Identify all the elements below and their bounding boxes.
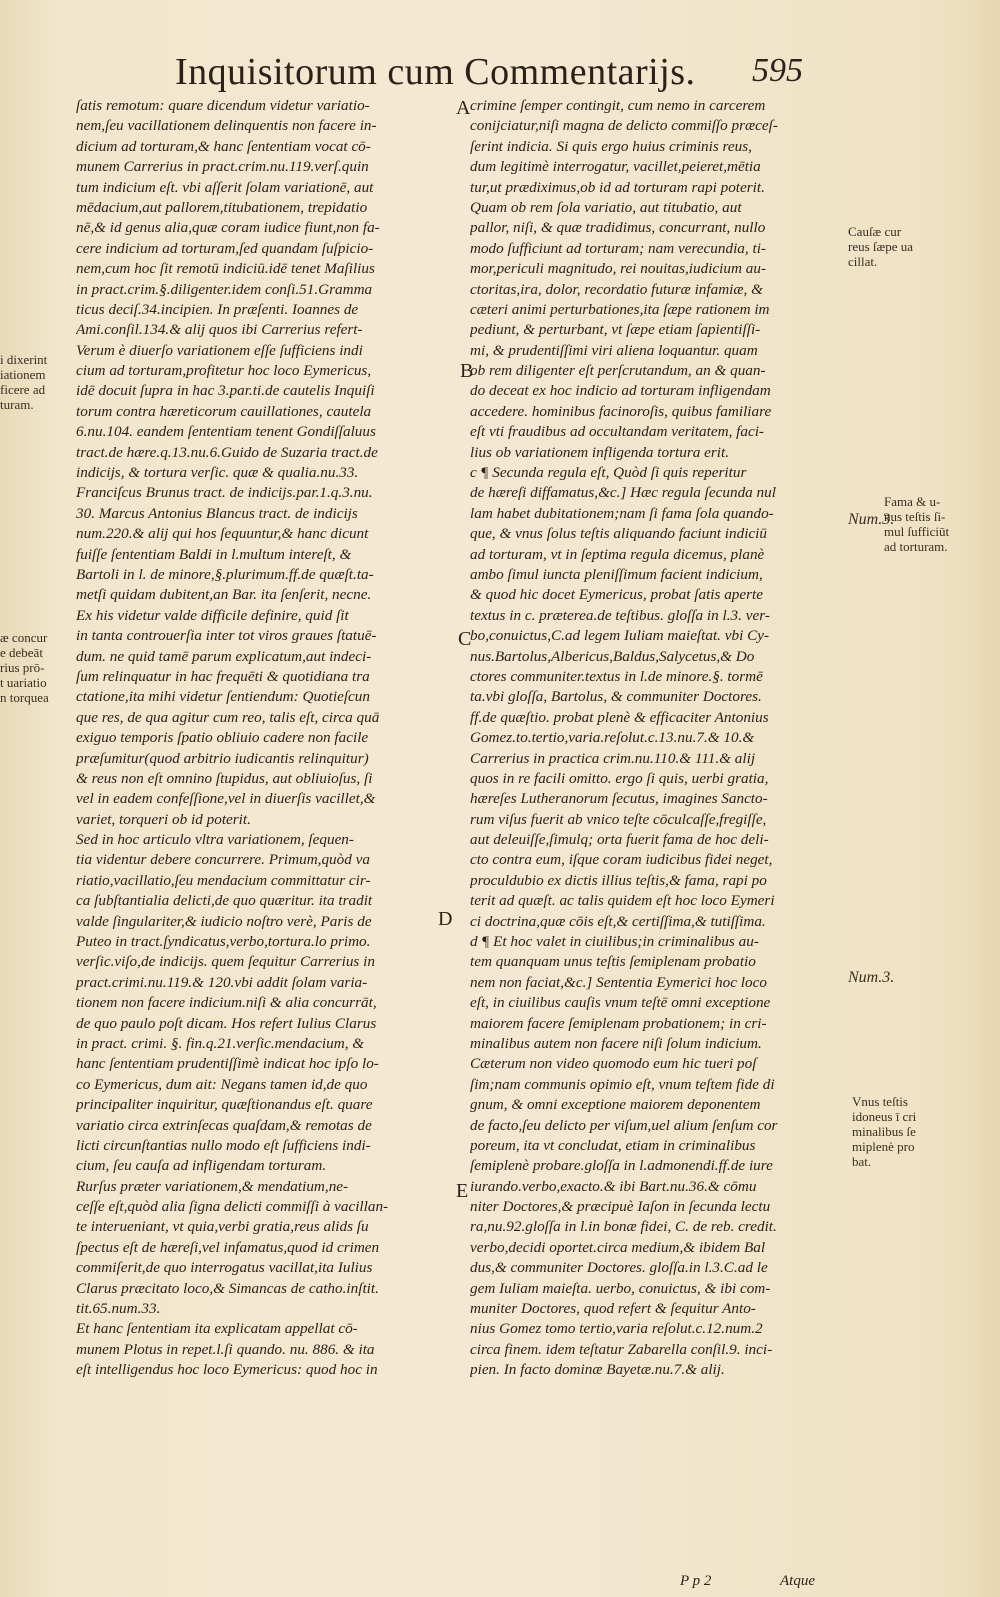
left-column-line: & reus non eſt omnino ſtupidus, aut obliuioſus, ſi: [76, 769, 373, 787]
right-column-line: ad torturam, vt in ſeptima regula dicemus, planè: [470, 545, 765, 563]
left-column-line: Sed in hoc articulo vltra variationem, ſequen-: [76, 831, 354, 849]
section-letter-a: A: [456, 97, 471, 119]
left-column-line: tionem non facere indicium.niſi & alia concurrāt,: [76, 994, 377, 1012]
left-column-line: dum. ne quid tamē parum explicatum,aut indeci-: [76, 647, 372, 665]
left-column-line: nem,ſeu vacillationem delinquentis non facere in-: [76, 117, 377, 135]
right-column-line: nem non faciat,&c.] Sententia Eymerici hoc loco: [470, 973, 767, 991]
right-column-line: ſerint indicia. Si quis ergo huius criminis reus,: [470, 137, 752, 155]
right-column-line: cæteri animi perturbationes,ita ſæpe rationem im: [470, 300, 770, 318]
right-column-line: c ¶ Secunda regula eſt, Quòd ſi quis reperitur: [470, 464, 747, 482]
right-margin-num-2: Num.3.: [848, 969, 895, 986]
right-column-line: ambo ſimul iuncta pleniſſimum facient indicium,: [470, 565, 763, 583]
left-column-line: Puteo in tract.ſyndicatus,verbo,tortura.lo primo.: [76, 933, 371, 951]
left-column-line: riatio,vacillatio,ſeu mendacium committatur cir-: [76, 871, 371, 889]
left-column-line: Clarus præcitato loco,& Simancas de catho.inſtit.: [76, 1279, 379, 1297]
left-column-line: licti circunſtantias nullo modo eſt ſufficiens indi-: [76, 1136, 371, 1154]
left-column-line: ticus deciſ.34.incipien. In præſenti. Ioannes de: [76, 300, 359, 318]
left-column-line: cere indicium ad torturam,ſed quandam ſuſpicio-: [76, 239, 374, 257]
right-column-line: ſemiplenè probare.gloſſa in l.admonendi.ff.de iure: [470, 1157, 773, 1175]
right-column-line: verbo,decidi oportet.circa medium,& ibidem Bal: [470, 1238, 766, 1256]
right-column-line: minalibus autem non facere niſi ſolum indicium.: [470, 1034, 762, 1052]
right-column-line: ra,nu.92.gloſſa in l.in bonæ fidei, C. de reb. credit.: [470, 1218, 777, 1236]
right-column-line: aut deleuiſſe,ſimulq; orta fuerit fama de hoc deli-: [470, 831, 769, 849]
right-column-line: ff.de quæſtio. probat plenè & efficaciter Antonius: [470, 708, 769, 726]
right-column-line: tem quanquam unus teſtis ſemiplenam probatio: [470, 953, 756, 971]
right-column-line: eſt, in ciuilibus cauſis vnum teſtē omni exceptione: [470, 994, 771, 1012]
left-column-line: torum contra hæreticorum cauillationes, cautela: [76, 402, 372, 420]
left-column-line: tract.de hære.q.13.nu.6.Guido de Suzaria tract.de: [76, 443, 378, 461]
left-column-line: Ex his videtur valde difficile definire, quid ſit: [76, 606, 349, 624]
right-column-line: dum legitimè interrogatur, vacillet,peieret,mētia: [470, 158, 761, 176]
right-column-line: rum viſus fuerit ab vnico teſte cōculcaſſe,fregiſſe,: [470, 810, 767, 828]
right-column-line: maiorem facere ſemiplenam probationem; in cri-: [470, 1014, 767, 1032]
left-column-line: nē,& id genus alia,quæ coram iudice fiunt,non fa-: [76, 219, 380, 237]
left-column-line: principaliter inquiritur, quæſtionandus eſt. quare: [76, 1096, 373, 1114]
left-column-line: variet, torqueri ob id poterit.: [76, 810, 251, 828]
right-column-line: pallor, niſi, & quæ tradidimus, concurrant, nullo: [470, 219, 766, 237]
right-column-line: ta.vbi gloſſa, Bartolus, & communiter Doctores.: [470, 688, 762, 706]
left-column-line: valde ſingulariter,& iudicio noſtro verè, Paris de: [76, 912, 372, 930]
left-column-line: fuiſſe ſententiam Baldi in l.multum intereſt, &: [76, 545, 352, 563]
left-column-line: ſum relinquatur in hac frequēti & quotidiana tra: [76, 667, 370, 685]
left-column-line: dicium ad torturam,& hanc ſententiam vocat cō-: [76, 137, 371, 155]
right-margin-note-causae: Cauſæ cur reus ſæpe ua cillat.: [848, 224, 913, 269]
left-column: [76, 96, 454, 1381]
left-margin-note-1: i dixerint iationem ficere ad turam.: [0, 352, 48, 412]
right-column-line: circa finem. idem teſtatur Zabarella conſil.9. inci-: [470, 1340, 773, 1358]
right-column-line: que, & vnus ſolus teſtis aliquando faciunt indiciū: [470, 525, 767, 543]
left-column-line: tia videntur debere concurrere. Primum,quòd va: [76, 851, 370, 869]
left-column-line: de quo paulo poſt dicam. Hos refert Iulius Clarus: [76, 1014, 377, 1032]
right-column-line: d ¶ Et hoc valet in ciuilibus;in criminalibus au-: [470, 933, 759, 951]
left-column-line: Bartoli in l. de minore,§.plurimum.ff.de quæſt.ta-: [76, 565, 374, 583]
right-column-line: ob rem diligenter eſt perſcrutandum, an & quan-: [470, 362, 766, 380]
right-column-line: lam habet dubitationem;nam ſi fama ſola quando-: [470, 504, 774, 522]
left-column-line: te interueniant, vt quia,verbi gratia,reus alids ſu: [76, 1218, 369, 1236]
left-column-line: munem Plotus in repet.l.ſi quando. nu. 886. & ita: [76, 1340, 375, 1358]
left-column-line: pract.crimi.nu.119.& 120.vbi addit ſolam varia-: [76, 973, 368, 991]
right-column-line: terit ad quæſt. ac talis quidem eſt hoc loco Eymeri: [470, 892, 775, 910]
left-column-line: exiguo temporis ſpatio obliuio cadere non facile: [76, 729, 369, 747]
left-column-line: Rurſus præter variationem,& mendatium,ne-: [76, 1177, 349, 1195]
right-column-line: & quod hic docet Eymericus, probat ſatis aperte: [470, 586, 764, 604]
right-column-line: lius ob variationem infligenda tortura erit.: [470, 443, 730, 461]
right-column-line: proculdubio ex dictis illius teſtis,& fama, rapi po: [470, 871, 767, 889]
left-column-line: in tanta controuerſia inter tot viros graues ſtatuē-: [76, 627, 377, 645]
right-column-line: cto contra eum, iſque coram iudicibus fidei neget,: [470, 851, 773, 869]
left-column-line: cium, ſeu cauſa ad infligendam torturam.: [76, 1157, 327, 1175]
right-column-line: muniter Doctores, quod refert & ſequitur Anto-: [470, 1300, 756, 1318]
left-column-line: Ami.conſil.134.& alij quos ibi Carrerius refert-: [76, 321, 363, 339]
left-column-line: eſt intelligendus hoc loco Eymericus: quod hoc in: [76, 1361, 378, 1379]
right-column-line: nus.Bartolus,Albericus,Baldus,Salycetus,& Do: [470, 647, 755, 665]
right-column-line: textus in c. præterea.de teſtibus. gloſſa in l.3. ver-: [470, 606, 770, 624]
left-column-line: in pract. crimi. §. fin.q.21.verſic.mendacium, &: [76, 1034, 365, 1052]
left-column-line: num.220.& alij qui hos ſequuntur,& hanc dicunt: [76, 525, 369, 543]
right-column-line: pien. In facto dominæ Bayetæ.nu.7.& alij.: [470, 1361, 725, 1379]
right-column: [470, 96, 842, 1381]
left-column-line: cium ad torturam,profitetur hoc loco Eymericus,: [76, 362, 372, 380]
right-column-line: Quam ob rem ſola variatio, aut titubatio, aut: [470, 198, 742, 216]
right-column-line: quos in re facili omitto. ergo ſi quis, uerbi gratia,: [470, 769, 769, 787]
section-letter-d: D: [438, 908, 453, 930]
right-column-line: eſt vti fraudibus ad occultandam veritatem, faci-: [470, 423, 764, 441]
left-column-line: nem,cum hoc ſit remotū indiciū.idē tenet Maſilius: [76, 260, 375, 278]
right-column-line: ci doctrina,quæ cōis eſt,& certiſſima,& tutiſſima.: [470, 912, 766, 930]
right-column-line: mor,periculi magnitudo, rei nouitas,iudicium au-: [470, 260, 766, 278]
right-column-line: poreum, ita vt concludat, etiam in criminalibus: [470, 1136, 756, 1154]
left-column-line: tum indicium eſt. vbi aſſerit ſolam variationē, aut: [76, 178, 374, 196]
section-letter-e: E: [456, 1180, 469, 1202]
right-margin-note-fama: Fama & u- nus teſtis ſi- mul ſufficiūt ad torturam.: [884, 494, 950, 554]
running-title: Inquisitorum cum Commentarijs.: [175, 51, 696, 93]
right-column-line: crimine ſemper contingit, cum nemo in carcerem: [470, 97, 766, 114]
right-column-line: bo,conuictus,C.ad legem Iuliam maieſtat. vbi Cy-: [470, 627, 770, 645]
right-column-line: gem Iuliam maieſta. uerbo, conuictus, & ibi com-: [470, 1279, 771, 1297]
left-column-line: in pract.crim.§.diligenter.idem conſi.51.Gramma: [76, 280, 373, 298]
right-column-line: Cæterum non video quomodo eum hic tueri poſ: [470, 1055, 757, 1073]
right-column-line: tur,ut prædiximus,ob id ad torturam rapi poterit.: [470, 178, 765, 196]
right-column-line: hæreſes Lutheranorum ſecutus, imagines Sancto-: [470, 790, 768, 808]
left-column-line: Franciſcus Brunus tract. de indicijs.par.1.q.3.nu.: [76, 484, 373, 502]
right-column-line: do deceat ex hoc indicio ad torturam infligendam: [470, 382, 771, 400]
left-column-line: indicijs, & tortura verſic. quæ & qualia.nu.33.: [76, 464, 359, 482]
section-letter-c: C: [458, 628, 472, 650]
right-column-line: Carrerius in practica crim.nu.110.& 111.& alij: [470, 749, 756, 767]
left-column-line: co Eymericus, dum ait: Negans tamen id,de quo: [76, 1075, 368, 1093]
right-column-line: ctoritas,ira, dolor, recordatio futuræ infamiæ, &: [470, 280, 763, 298]
left-column-line: præſumitur(quod arbitrio iudicantis relinquitur): [76, 749, 369, 767]
left-column-line: verſic.viſo,de indicijs. quem ſequitur Carrerius in: [76, 953, 375, 971]
right-margin-note-vnus: Vnus teſtis idoneus ī cri minalibus ſe miplenè pro bat.: [852, 1094, 917, 1169]
left-column-line: Verum è diuerſo variationem eſſe ſufficiens indi: [76, 341, 363, 359]
left-column-line: metſi quidam dubitent,an Bar. ita ſenſerit, necne.: [76, 586, 372, 604]
left-column-line: Et hanc ſententiam ita explicatam appellat cō-: [76, 1320, 358, 1338]
right-column-line: de hæreſi diffamatus,&c.] Hæc regula ſecunda nul: [470, 484, 776, 502]
left-column-line: idē docuit ſupra in hac 3.par.ti.de cautelis Inquiſi: [76, 382, 375, 400]
left-column-line: ceſſe eſt,quòd alia ſigna delicti commiſſi à vacillan-: [76, 1198, 389, 1216]
left-column-line: que res, de qua agitur cum reo, talis eſt, circa quā: [76, 708, 380, 726]
left-column-line: 6.nu.104. eandem ſententiam tenent Gondiſſaluus: [76, 423, 376, 441]
left-column-line: variatio circa extrinſecas quaſdam,& remotas de: [76, 1116, 372, 1134]
catchword: Atque: [780, 1573, 815, 1589]
right-column-line: niter Doctores,& præcipuè Iaſon in ſecunda lectu: [470, 1198, 771, 1216]
left-column-line: commiſerit,de quo interrogatus vacillat,ita Iulius: [76, 1259, 373, 1277]
left-column-line: hanc ſententiam prudentiſſimè indicat hoc ipſo lo-: [76, 1055, 379, 1073]
left-column-line: ctatione,ita mihi videtur ſentiendum: Quotieſcun: [76, 688, 370, 706]
left-column-line: ca ſubſtantialia delicti,de quo quæritur. ita tradit: [76, 892, 373, 910]
right-column-line: dus,& communiter Doctores. gloſſa.in l.3.C.ad le: [470, 1259, 768, 1277]
right-column-line: iurando.verbo,exacto.& ibi Bart.nu.36.& cōmu: [470, 1177, 757, 1195]
right-margin-num-1: Num.3.: [848, 511, 895, 528]
right-column-line: accedere. hominibus facinoroſis, quibus familiare: [470, 402, 772, 420]
right-column-line: conijciatur,niſi magna de delicto commiſſo præceſ-: [470, 117, 778, 135]
signature-mark: P p 2: [680, 1573, 712, 1589]
right-column-line: gnum, & omni exceptione maiorem deponentem: [470, 1096, 761, 1114]
left-column-line: munem Carrerius in pract.crim.nu.119.verſ.quin: [76, 158, 369, 176]
left-column-line: mēdacium,aut pallorem,titubationem, trepidatio: [76, 198, 368, 216]
left-column-line: 30. Marcus Antonius Blancus tract. de indicijs: [76, 504, 358, 522]
right-column-line: mi, & prudentiſſimi viri aliena loquantur. quam: [470, 341, 758, 359]
left-margin-note-2: æ concur e debeāt rius prō- t uariatio n torquea: [0, 630, 49, 705]
right-column-line: ctores communiter.textus in l.de minore.§. tormē: [470, 667, 763, 685]
left-column-line: tit.65.num.33.: [76, 1300, 161, 1318]
left-column-line: ſpectus eſt de hæreſi,vel infamatus,quod id crimen: [76, 1238, 380, 1256]
right-column-line: Gomez.to.tertio,varia.reſolut.c.13.nu.7.& 10.&: [470, 729, 755, 747]
right-column-line: ſim;nam communis opimio eſt, vnum teſtem fide di: [470, 1075, 775, 1093]
left-column-line: vel in eadem confeſſione,vel in diuerſis vacillet,&: [76, 790, 376, 808]
right-column-line: modo ſufficiunt ad torturam; nam verecundia, ti-: [470, 239, 766, 257]
page-number: 595: [752, 52, 803, 89]
left-column-line: ſatis remotum: quare dicendum videtur variatio-: [76, 97, 370, 114]
right-column-line: nius Gomez tomo tertio,varia reſolut.c.12.num.2: [470, 1320, 763, 1338]
section-letter-b: B: [460, 360, 474, 382]
right-column-line: pediunt, & perturbant, vt ſæpe etiam ſapientiſſi-: [470, 321, 761, 339]
right-column-line: de facto,ſeu delicto per viſum,uel alium ſenſum cor: [470, 1116, 778, 1134]
